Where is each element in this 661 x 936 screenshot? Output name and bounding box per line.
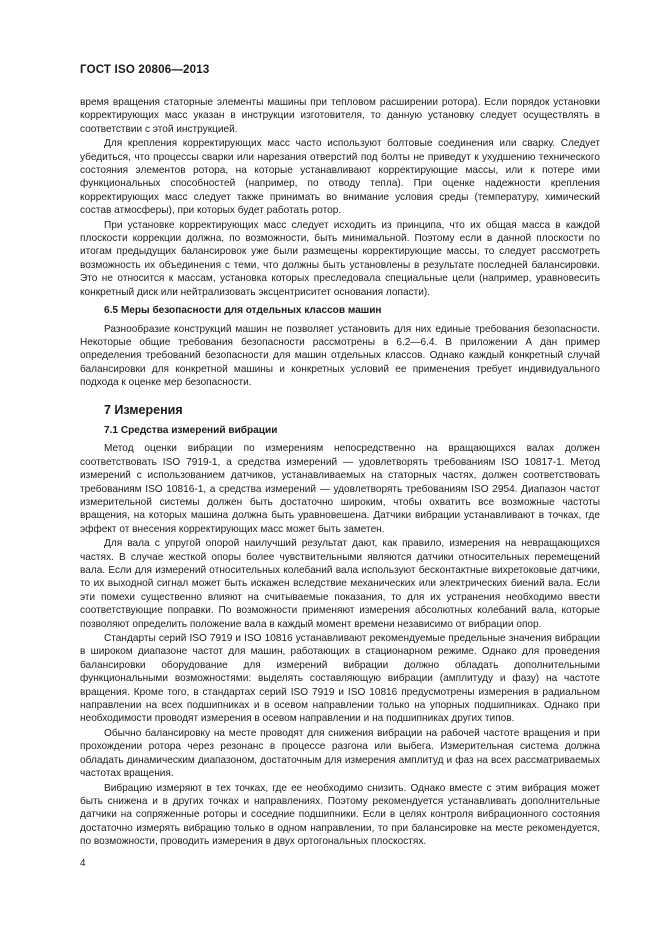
document-header: ГОСТ ISO 20806—2013 — [80, 64, 210, 76]
page-number: 4 — [80, 858, 86, 869]
paragraph: Вибрацию измеряют в тех точках, где ее необходимо снизить. Однако вместе с этим вибрация может быть снижена и в других точках и направлениях. Поэтому рекомендуется устанавливать дополнительные датчики на сопряженные роторы и соседние подшипники. Если в целях контроля вибрационного состояния достаточно измерять вибрацию только в одном направлении, то при балансировке на месте рекомендуется, по возможности, проводить измерения в двух ортогональных плоскостях. — [80, 782, 600, 848]
paragraph: время вращения статорные элементы машины при тепловом расширении ротора). Если порядок установки корректирующих масс указан в инструкции изготовителя, то данную установку следует осуществлять в соответствии с этой инструкцией. — [80, 97, 600, 135]
section-heading-6-5: 6.5 Меры безопасности для отдельных классов машин — [104, 305, 382, 317]
paragraph: Для крепления корректирующих масс часто используют болтовые соединения или сварку. Следует убедиться, что процессы сварки или нарезания отверстий под болты не приведут к ухудшению технического состояния элементов ротора, на которые устанавливают корректирующие массы, или к потере ими функциональных способностей (например, по отводу тепла). При оценке надежности крепления корректирующих масс следует также принимать во внимание условия среды (температуру, химический состав атмосферы), при которых будет работать ротор. — [80, 138, 600, 217]
section-heading-7-1: 7.1 Средства измерений вибрации — [104, 424, 278, 436]
section-heading-7: 7 Измерения — [104, 402, 183, 417]
paragraph: Метод оценки вибрации по измерениям непосредственно на вращающихся валах должен соответствовать ISO 7919-1, а средства измерений — удовлетворять требованиям ISO 10817-1. Метод измерений с использованием датчиков, устанавливаемых на статорных частях, должен соответствовать требованиям ISO 10816-1, а средства измерений — удовлетворять требованиям ISO 2954. Диапазон частот измерительной системы должен быть достаточно широким, чтобы охватить все возможные частоты вращения, на которых машина должна быть уравновешена. Датчики вибрации устанавливают в точках, где эффект от внесения корректирующих масс может быть заметен. — [80, 443, 600, 535]
paragraph: Обычно балансировку на месте проводят для снижения вибрации на рабочей частоте вращения и при прохождении ротора через резонанс в процессе разгона или выбега. Измерительная система должна обладать динамическим диапазоном, достаточным для измерения амплитуд и фаз на всех рассматриваемых частотах вращения. — [80, 727, 600, 780]
page-content — [80, 96, 600, 850]
paragraph: При установке корректирующих масс следует исходить из принципа, что их общая масса в каждой плоскости коррекции должна, по возможности, быть минимальной. Поэтому если в данной плоскости по итогам предыдущих балансировок уже были размещены корректирующие массы, то следует рассмотреть возможность их объединения с теми, что должны быть установлены в результате последней балансировки. Это не относится к массам, установка которых преследовала специальные цели (например, уравновесить конкретный диск или нейтрализовать эксцентриситет основания лопасти). — [80, 219, 600, 298]
paragraph: Разнообразие конструкций машин не позволяет установить для них единые требования безопасности. Некоторые общие требования безопасности рассмотрены в 6.2—6.4. В приложении А дан пример определения требований безопасности для машин отдельных классов. Однако каждый конкретный случай балансировки для конкретной машины и конкретных условий ее применения требует индивидуального подхода к оценке мер безопасности. — [80, 323, 600, 389]
paragraph: Стандарты серий ISO 7919 и ISO 10816 устанавливают рекомендуемые предельные значения вибрации в широком диапазоне частот для машин, работающих в стационарном режиме. Однако для проведения балансировки оборудование для измерений вибрации должно обладать дополнительными функциональными возможностями: выделять составляющую вибрации (амплитуду и фазу) на частоте вращения. Кроме того, в стандартах серий ISO 7919 и ISO 10816 предусмотрены измерения в радиальном направлении на всех подшипниках и в осевом направлении только на упорных подшипниках. Однако при необходимости проводят измерения в осевом направлении и на подшипниках других типов. — [80, 633, 600, 725]
paragraph: Для вала с упругой опорой наилучший результат дают, как правило, измерения на невращающихся частях. В случае жесткой опоры более чувствительными являются датчики относительных перемещений вала. Если для измерений относительных колебаний вала используют бесконтактные вихретоковые датчики, то их выходной сигнал может быть искажен вследствие механических или электрических биений вала. Если эти помехи существенно влияют на считываемые показания, то для их устранения необходимо ввести соответствующие поправки. По возможности применяют измерения абсолютных колебаний вала, которые позволяют определить положение вала в каждый момент времени независимо от вибрации опор. — [80, 538, 600, 630]
